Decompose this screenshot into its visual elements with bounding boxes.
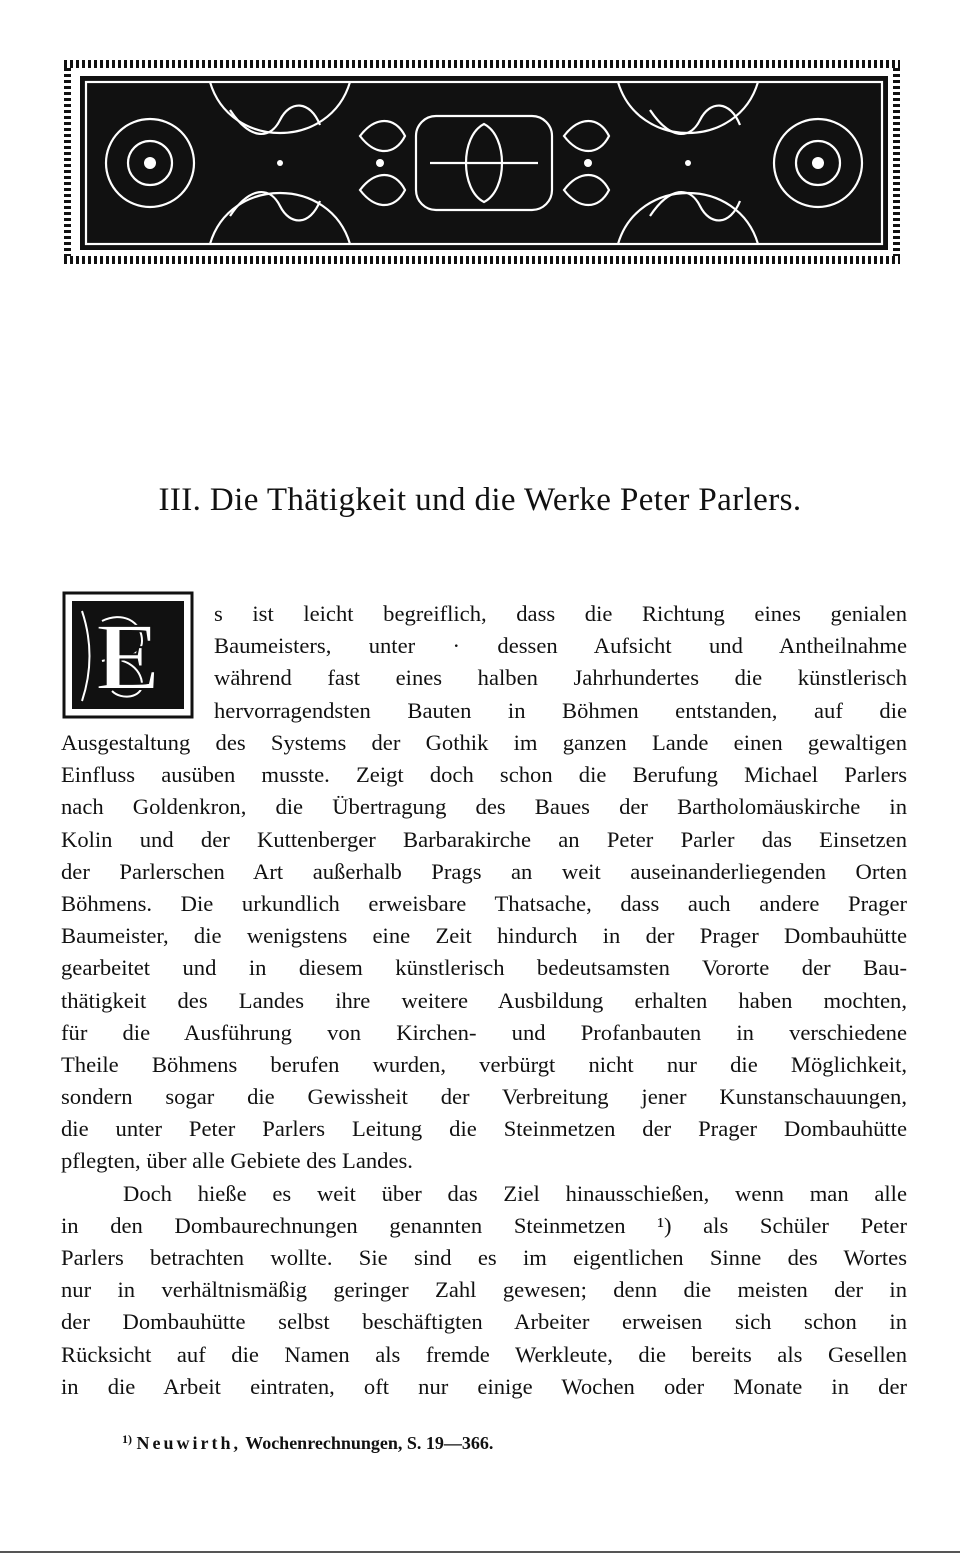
text-line: thätigkeit des Landes ihre weitere Ausbildung erhalten haben mochten, [61,987,907,1013]
arabesque-ornament [80,76,888,250]
text-line: Ausgestaltung des Systems der Gothik im ganzen Lande einen gewaltigen [61,730,907,755]
dotted-border-right [893,68,900,256]
text-line: hervorragendsten Bauten in Böhmen entstanden, auf die [214,697,907,723]
ornamental-header [64,58,904,266]
text-line: in die Arbeit eintraten, oft nur einige Wochen oder Monate in der [61,1373,907,1399]
text-line: für die Ausführung von Kirchen- und Profanbauten in verschiedene [61,1019,907,1045]
text-line: Baumeister, die wenigstens eine Zeit hindurch in der Prager Dombauhütte [61,923,907,949]
text-line: Theile Böhmens berufen wurden, verbürgt nicht nur die Möglichkeit, [61,1051,907,1077]
text-line: Parlers betrachten wollte. Sie sind es im eigentlichen Sinne des Wortes [61,1245,907,1270]
text-line: der Dombauhütte selbst beschäftigten Arbeiter erweisen sich schon in [61,1309,907,1335]
text-line: die unter Peter Parlers Leitung die Steinmetzen der Prager Dombauhütte [61,1116,907,1142]
text-line: nur in verhältnismäßig geringer Zahl gewesen; denn die meisten der in [61,1277,907,1303]
chapter-title: III. Die Thätigkeit und die Werke Peter Parlers. [158,482,802,518]
initial-letter: E [95,603,161,710]
text-line: pflegten, über alle Gebiete des Landes. [61,1148,413,1174]
bottom-edge-line [0,1551,960,1553]
dotted-border-bottom [64,256,900,264]
text-line: Baumeisters, unter · dessen Aufsicht und Antheilnahme [214,633,907,659]
text-line: Kolin und der Kuttenberger Barbarakirche an Peter Parler das Einsetzen [61,826,907,852]
text-line: sondern sogar die Gewissheit der Verbreitung jener Kunstanschauungen, [61,1084,907,1110]
body-text [61,727,907,1403]
footnote-source: Wochenrechnungen, S. 19—366. [245,1433,494,1453]
text-line: während fast eines halben Jahrhundertes die künstlerisch [214,665,907,691]
intro-paragraph [214,598,907,727]
footnote [122,1432,493,1454]
text-line: gearbeitet und in diesem künstlerisch bedeutsamsten Vororte der Bau- [61,955,907,981]
footnote-marker: 1) [122,1432,132,1446]
decorated-initial [62,591,194,719]
text-line: Böhmens. Die urkundlich erweisbare Thatsache, dass auch andere Prager [61,890,907,916]
text-line: Doch hieße es weit über das Ziel hinausschießen, wenn man alle [123,1180,907,1206]
text-line: Rücksicht auf die Namen als fremde Werkleute, die bereits als Gesellen [61,1341,907,1367]
text-line: Einfluss ausüben musste. Zeigt doch schon die Berufung Michael Parlers [61,762,907,788]
text-line: der Parlerschen Art außerhalb Prags an weit auseinanderliegenden Orten [61,858,907,884]
text-line: nach Goldenkron, die Übertragung des Baues der Bartholomäuskirche in [61,794,907,820]
text-line: in den Dombaurechnungen genannten Steinmetzen ¹) als Schüler Peter [61,1212,907,1238]
dotted-border-top [64,60,900,68]
footnote-author: Neuwirth, [136,1433,241,1453]
text-line: s ist leicht begreiflich, dass die Richtung eines genialen [214,601,907,626]
dotted-border-left [64,68,71,256]
